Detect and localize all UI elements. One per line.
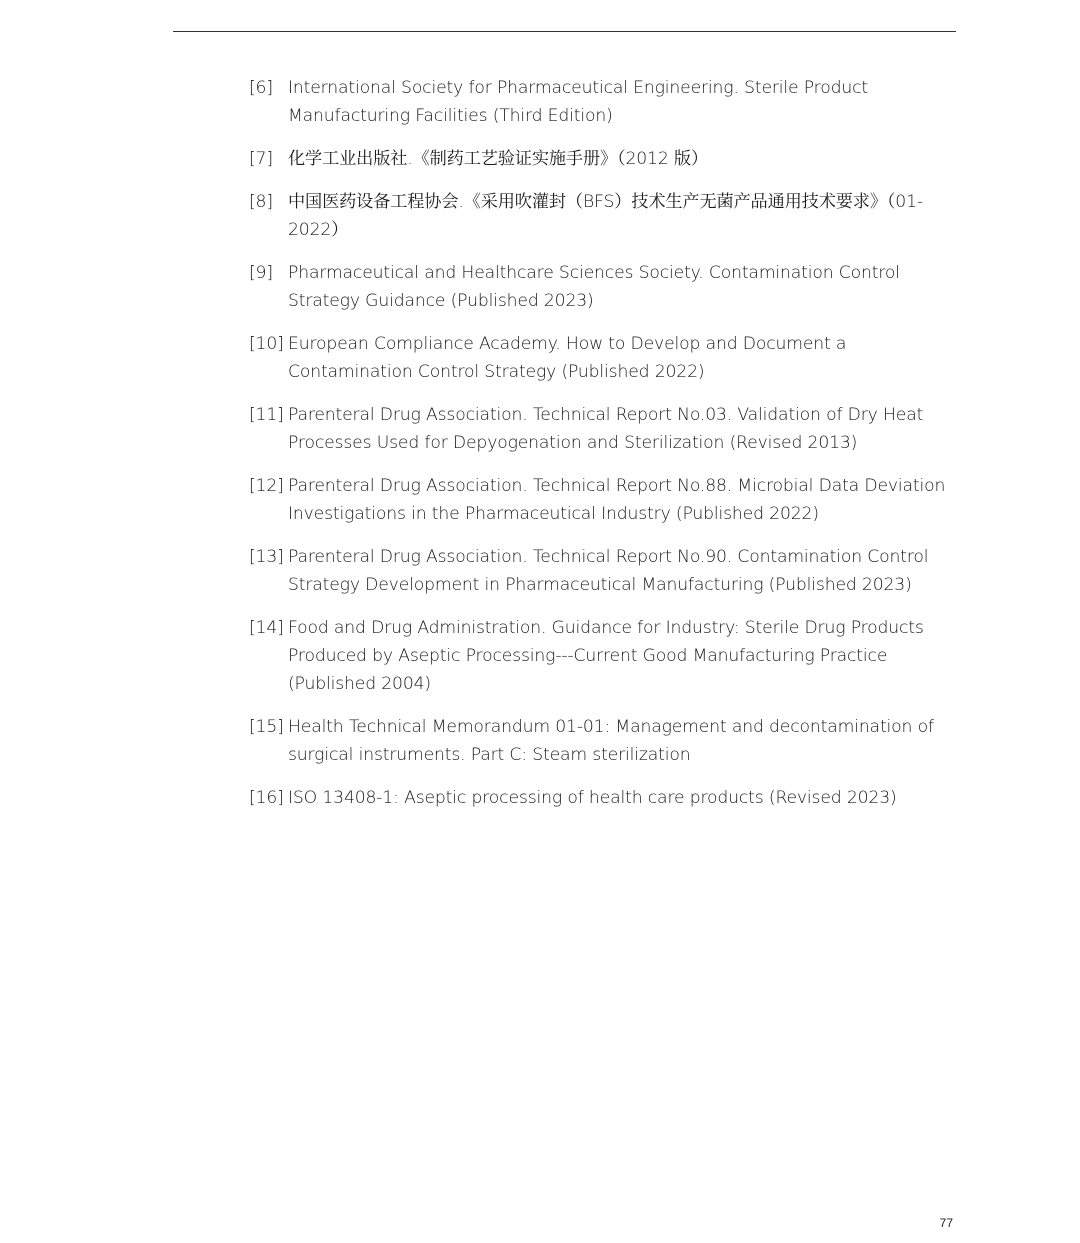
reference-item <box>249 401 949 458</box>
reference-text: Parenteral Drug Association. Technical Report No.90. Contamination Control Strategy Development in Pharmaceutical Manufacturing (Published 2023) <box>288 546 929 595</box>
reference-text: 中国医药设备工程协会.《采用吹灌封（BFS）技术生产无菌产品通用技术要求》（01-2022） <box>288 191 923 240</box>
reference-item <box>249 330 949 387</box>
reference-text: ISO 13408-1: Aseptic processing of health care products (Revised 2023) <box>288 787 897 808</box>
page-number: 77 <box>939 1216 953 1230</box>
reference-item <box>249 145 949 173</box>
reference-item <box>249 74 949 131</box>
reference-number: [12] <box>249 475 284 496</box>
reference-number: [10] <box>249 333 284 354</box>
header-rule <box>173 31 956 32</box>
reference-text: International Society for Pharmaceutical Engineering. Sterile Product Manufacturing Facilities (Third Edition) <box>288 78 868 127</box>
reference-number: [7] <box>249 148 273 169</box>
reference-number: [9] <box>249 262 273 283</box>
reference-number: [15] <box>249 716 284 737</box>
reference-item <box>249 472 949 529</box>
reference-list <box>249 74 949 827</box>
reference-number: [14] <box>249 617 284 638</box>
reference-number: [6] <box>249 78 273 98</box>
reference-item <box>249 784 949 812</box>
reference-text: Health Technical Memorandum 01-01: Management and decontamination of surgical instruments. Part C: Steam sterilization <box>288 716 934 766</box>
reference-number: [11] <box>249 404 284 425</box>
reference-item <box>249 713 949 770</box>
reference-text: Parenteral Drug Association. Technical Report No.88. Microbial Data Deviation Investigations in the Pharmaceutical Industry (Published 2022) <box>288 475 946 524</box>
reference-item <box>249 543 949 600</box>
reference-text: 化学工业出版社.《制药工艺验证实施手册》（2012 版） <box>288 148 708 169</box>
reference-number: [13] <box>249 546 284 567</box>
reference-text: Food and Drug Administration. Guidance for Industry: Sterile Drug Products Produced by Aseptic Processing---Current Good Manufacturing Practice (Published 2004) <box>288 617 924 695</box>
reference-text: Pharmaceutical and Healthcare Sciences Society. Contamination Control Strategy Guidance (Published 2023) <box>288 262 900 311</box>
reference-item <box>249 188 949 245</box>
reference-text: Parenteral Drug Association. Technical Report No.03. Validation of Dry Heat Processes Used for Depyogenation and Sterilization (Revised 2013) <box>288 404 924 453</box>
reference-number: [16] <box>249 787 284 808</box>
reference-text: European Compliance Academy. How to Develop and Document a Contamination Control Strategy (Published 2022) <box>288 333 847 382</box>
reference-item <box>249 259 949 316</box>
reference-item <box>249 614 949 699</box>
reference-number: [8] <box>249 191 273 212</box>
